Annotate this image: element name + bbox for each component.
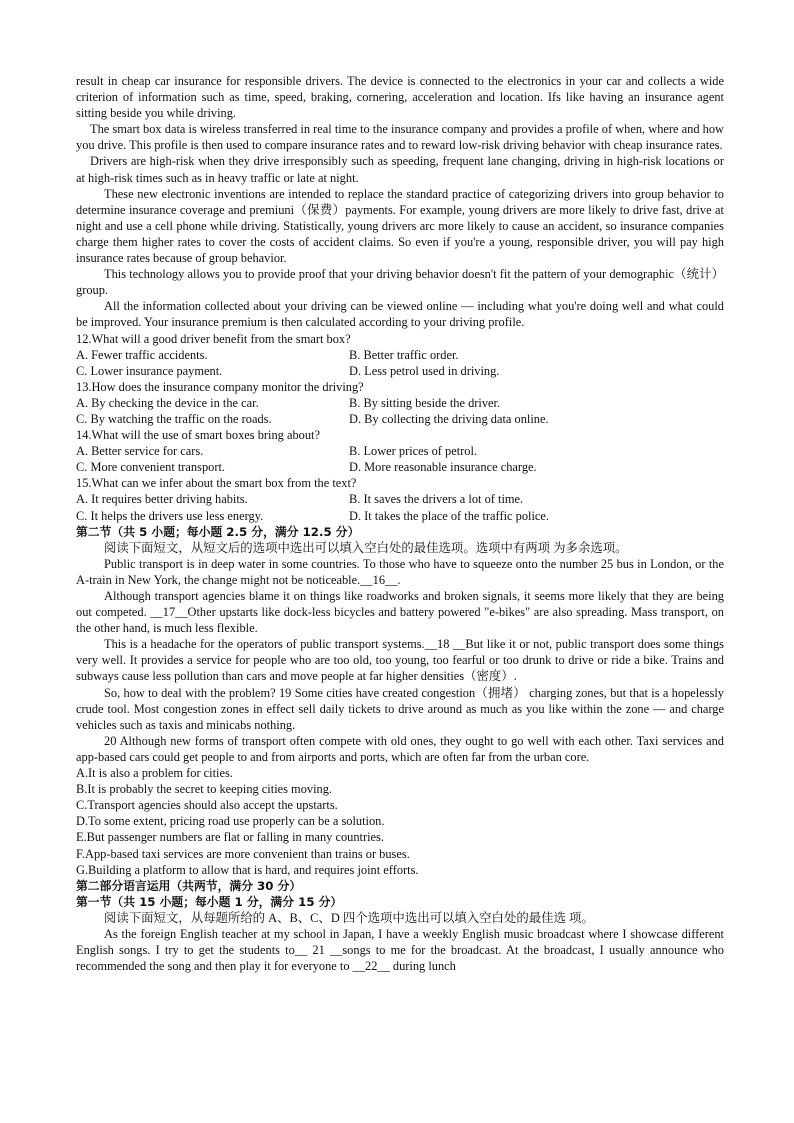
choice-item: E.But passenger numbers are flat or falling in many countries. xyxy=(76,830,384,845)
question-15 xyxy=(76,475,724,523)
option-c: C. It helps the drivers use less energy. xyxy=(76,508,264,523)
choice-item: D.To some extent, pricing road use properly can be a solution. xyxy=(76,814,385,829)
cloze-paragraph: As the foreign English teacher at my school in Japan, I have a weekly English music broadcast where I showcase different English songs. I try to get the students to__ 21 __songs to me for the broadcast. At the broadcast, I usually announce who recommended the song and then play it for everyone to __22__ during lunch xyxy=(76,926,724,974)
passage-paragraph: These new electronic inventions are intended to replace the standard practice of categorizing drivers into group behavior to determine insurance coverage and premiuni（保费）payments. For example, young drivers are more likely to drive fast, drive at night and use a cell phone while driving. Statistically, young drivers arc more likely to cause an accident, so insurance companies charge them higher rates to cover the costs of accident claims. So even if you're a young, responsible driver, you will pay high insurance rates because of group behavior. xyxy=(76,186,724,266)
option-grid xyxy=(76,491,724,523)
section-instruction: 阅读下面短文，从短文后的选项中选出可以填入空白处的最佳选项。选项中有两项 为多余选项。 xyxy=(104,540,628,555)
passage-paragraph: This technology allows you to provide proof that your driving behavior doesn't fit the pattern of your demographic（统计）group. xyxy=(76,267,724,298)
option-c: C. Lower insurance payment. xyxy=(76,363,223,378)
section-heading: 第一节（共 15 小题；每小题 1 分，满分 15 分） xyxy=(76,894,343,909)
choice-item: G.Building a platform to allow that is hard, and requires joint efforts. xyxy=(76,862,419,877)
passage-paragraph: 20 Although new forms of transport often compete with old ones, they ought to go well with each other. Taxi services and app-based cars could get people to and from airports and ports, which are often far from the urban core. xyxy=(76,733,724,764)
question-stem: 12.What will a good driver benefit from the smart box? xyxy=(76,331,351,346)
question-12 xyxy=(76,331,724,379)
option-a: A. Fewer traffic accidents. xyxy=(76,347,208,362)
question-13 xyxy=(76,379,724,427)
reading-passage-c xyxy=(76,73,724,331)
question-stem: 13.How does the insurance company monitor the driving? xyxy=(76,379,364,394)
option-d: D. More reasonable insurance charge. xyxy=(349,460,537,475)
question-stem: 14.What will the use of smart boxes bring about? xyxy=(76,428,320,443)
option-grid xyxy=(76,347,724,379)
question-14 xyxy=(76,427,724,475)
part-heading: 第二部分语言运用（共两节，满分 30 分） xyxy=(76,878,302,893)
choice-list xyxy=(76,765,724,878)
passage-paragraph: result in cheap car insurance for responsible drivers. The device is connected to the electronics in your car and collects a wide criterion of information such as time, speed, braking, cornering, acceleration and location. Ifs like having an insurance agent sitting beside you while driving. xyxy=(76,74,724,121)
passage-paragraph: This is a headache for the operators of public transport systems.__18 __But like it or not, public transport does some things very well. It provides a service for people who are too old, too young, too fearful or too drunk to drive or ride a bike. Trains and subways cause less pollution than cars and move people at far higher densities（密度）. xyxy=(76,637,724,684)
option-d: D. It takes the place of the traffic police. xyxy=(349,508,549,523)
option-d: D. Less petrol used in driving. xyxy=(349,363,500,378)
passage-paragraph: All the information collected about your driving can be viewed online — including what you're doing well and what could be improved. Your insurance premium is then calculated according to your driving profile. xyxy=(76,299,724,330)
choice-item: A.It is also a problem for cities. xyxy=(76,766,233,781)
option-grid xyxy=(76,443,724,475)
section-instruction: 阅读下面短文，从每题所给的 A、B、C、D 四个选项中选出可以填入空白处的最佳选 项。 xyxy=(104,910,594,925)
option-b: B. Lower prices of petrol. xyxy=(349,444,477,459)
option-grid xyxy=(76,395,724,427)
question-stem: 15.What can we infer about the smart box from the text? xyxy=(76,476,357,491)
option-a: A. It requires better driving habits. xyxy=(76,492,248,507)
choice-item: B.It is probably the secret to keeping cities moving. xyxy=(76,782,333,797)
option-b: B. It saves the drivers a lot of time. xyxy=(349,492,524,507)
option-a: A. Better service for cars. xyxy=(76,444,204,459)
option-a: A. By checking the device in the car. xyxy=(76,395,259,410)
option-b: B. Better traffic order. xyxy=(349,347,459,362)
option-b: B. By sitting beside the driver. xyxy=(349,395,501,410)
seven-choose-five-passage xyxy=(76,556,724,765)
option-c: C. By watching the traffic on the roads. xyxy=(76,411,272,426)
passage-paragraph: Public transport is in deep water in some countries. To those who have to squeeze onto the number 25 bus in London, or the A-train in New York, the change might not be noticeable.__16__. xyxy=(76,556,724,587)
option-d: D. By collecting the driving data online. xyxy=(349,411,549,426)
choice-item: C.Transport agencies should also accept the upstarts. xyxy=(76,798,338,813)
passage-paragraph: Although transport agencies blame it on things like roadworks and broken signals, it seems more likely that they are being out competed. __17__Other upstarts like dock-less bicycles and battery powered "e-bikes" are also spreading. Mass transport, on the other hand, is much less flexible. xyxy=(76,589,724,636)
option-c: C. More convenient transport. xyxy=(76,460,225,475)
passage-paragraph: So, how to deal with the problem? 19 Some cities have created congestion（拥堵） charging zones, but that is a hopelessly crude tool. Most congestion zones in effect sell daily tickets to drive around as much as you like within the zone — and charge vehicles such as taxis and minicabs nothing. xyxy=(76,685,724,732)
passage-paragraph: Drivers are high-risk when they drive irresponsibly such as speeding, frequent lane changing, driving in high-risk locations or at high-risk times such as in heavy traffic or late at night. xyxy=(76,154,724,185)
section-heading: 第二节（共 5 小题；每小题 2.5 分，满分 12.5 分） xyxy=(76,524,360,539)
choice-item: F.App-based taxi services are more convenient than trains or buses. xyxy=(76,846,410,861)
passage-paragraph: The smart box data is wireless transferred in real time to the insurance company and provides a profile of when, where and how you drive. This profile is then used to compare insurance rates and to reward low-risk driving behavior with cheap insurance rates. xyxy=(76,122,724,153)
